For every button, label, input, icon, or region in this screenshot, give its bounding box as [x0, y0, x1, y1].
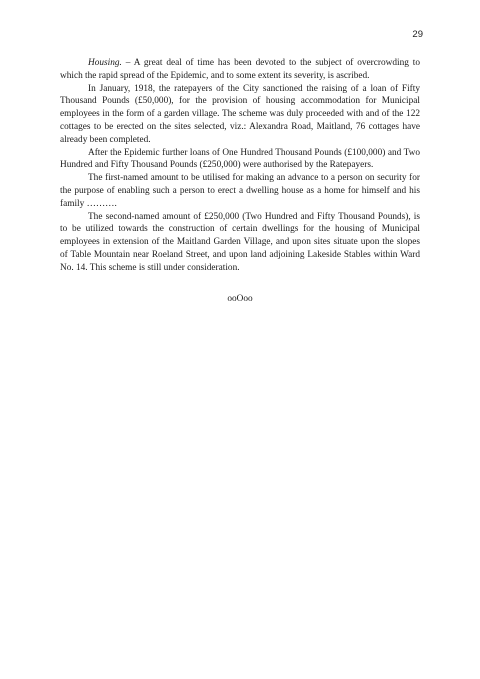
section-separator: ooOoo: [227, 294, 253, 304]
page-number: 29: [412, 29, 423, 40]
housing-text: – A great deal of time has been devoted to the subject of overcrowding to which the rapid spread of the Epidemic, and to some extent its severity, is ascribed.: [60, 58, 420, 81]
loan-1918-paragraph: In January, 1918, the ratepayers of the City sanctioned the raising of a loan of Fifty Thousand Pounds (£50,000), for the provision of housing accommodation for Municipal employees in the form of a garden village. The scheme was duly proceeded with and of the 122 cottages to be erected on the sites selected, viz.: Alexandra Road, Maitland, 76 cottages have already been completed.: [60, 83, 420, 145]
further-loans-paragraph: After the Epidemic further loans of One Hundred Thousand Pounds (£100,000) and Two Hundred and Fifty Thousand Pounds (£250,000) were authorised by the Ratepayers.: [60, 147, 420, 171]
housing-heading: Housing.: [88, 58, 122, 68]
first-named-paragraph: The first-named amount to be utilised for making an advance to a person on security for the purpose of enabling such a person to erect a dwelling house as a home for himself and his family ……….: [60, 173, 420, 209]
document-body: [60, 57, 420, 275]
second-named-paragraph: The second-named amount of £250,000 (Two Hundred and Fifty Thousand Pounds), is to be utilized towards the construction of certain dwellings for the housing of Municipal employees in extension of the Maitland Garden Village, and upon sites situate upon the slopes of Table Mountain near Roeland Street, and upon land adjoining Lakeside Stables within Ward No. 14. This scheme is still under consideration.: [60, 211, 420, 273]
housing-paragraph: [60, 57, 420, 83]
